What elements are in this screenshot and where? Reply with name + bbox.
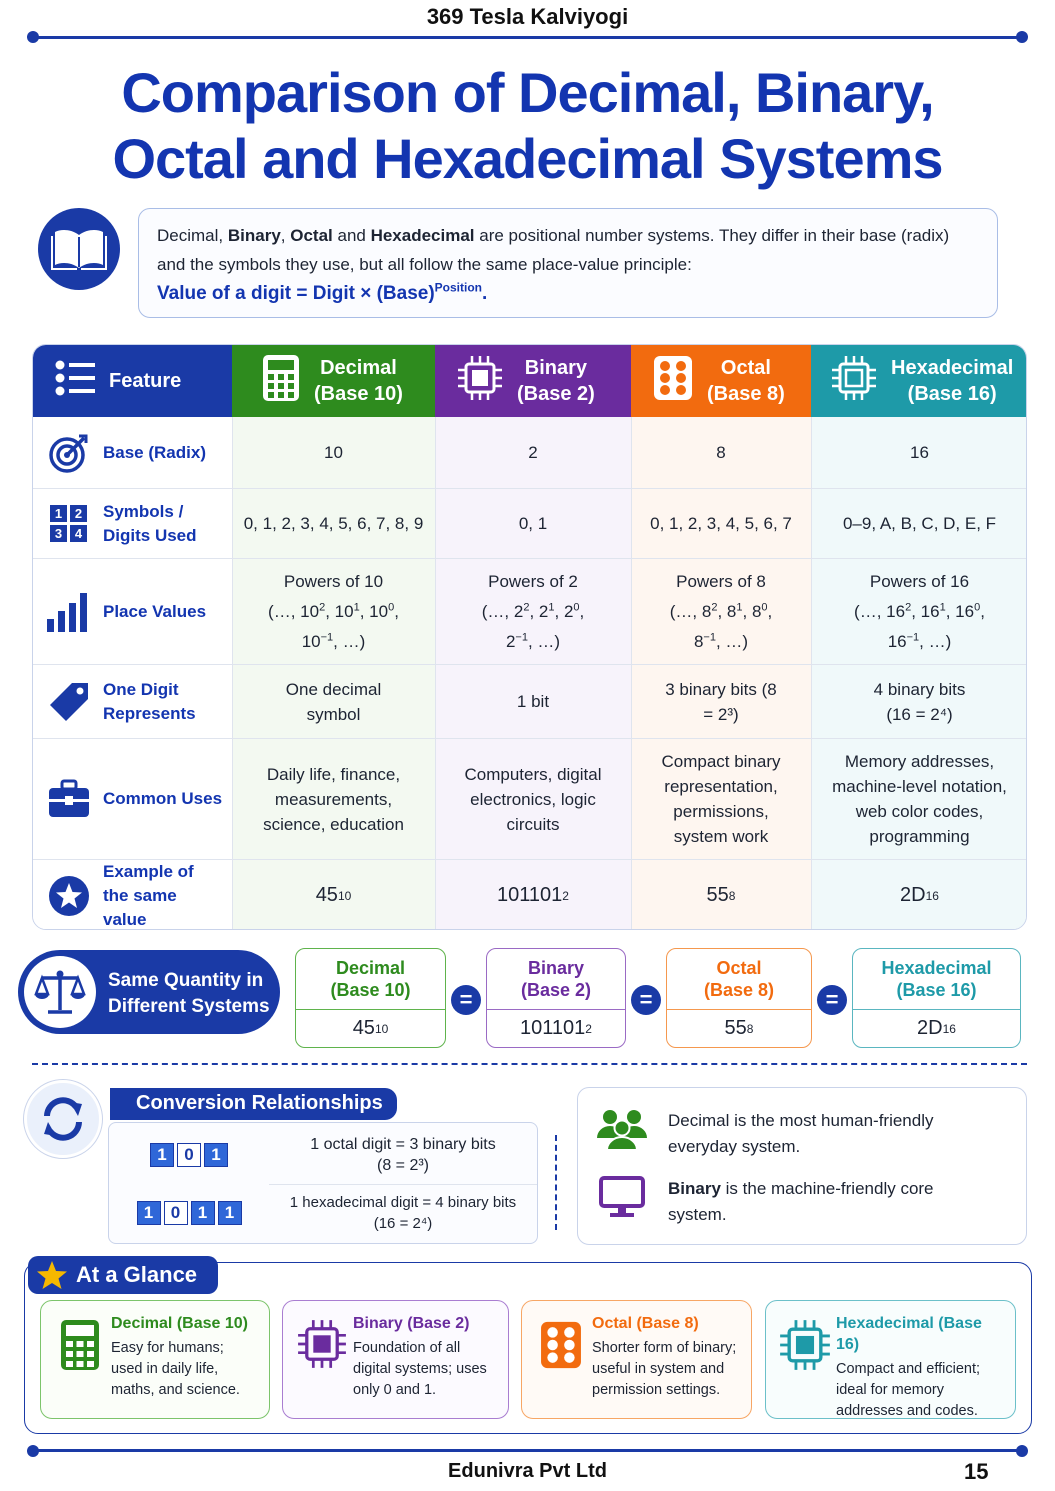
bit-blocks: 1 0 1 [109,1143,269,1167]
octal-one-digit: 3 binary bits (8 = 2³) [631,664,811,738]
intro-box [138,208,998,318]
equal-box-label: Decimal (Base 10) [330,958,411,1000]
monitor-icon [596,1176,648,1218]
column-divider [232,417,233,930]
conversion-title: Conversion Relationships [110,1088,397,1120]
octal-header [631,345,811,417]
hex-example: 2D 16 [811,859,1027,930]
title-line-1: Comparison of Decimal, Binary, [121,61,934,124]
octal-example: 55 8 [631,859,811,930]
glance-card-content: Octal (Base 8) Shorter form of binary; useful in system and permission settings. [592,1315,737,1398]
refresh-icon [24,1080,102,1158]
decimal-column [232,417,435,930]
hex-column [811,417,1027,930]
equal-box-octal [666,948,812,1048]
human-friendly-row: Decimal is the most human-friendly everyday system. [596,1108,988,1160]
binary-place-values: Powers of 2 (…, $2^2$, $2^1$, $2^0$, $2^{-1}$, …) [435,558,631,664]
hex-header-text: Hexadecimal (Base 16) [891,357,1014,405]
friendliness-box [577,1087,1027,1245]
star-icon [36,1260,68,1290]
processor-icon [774,1319,836,1371]
hex-header [811,345,1027,417]
dots-grid-icon [530,1319,592,1371]
glance-card-content: Decimal (Base 10) Easy for humans; used in daily life, maths, and science. [111,1315,248,1398]
header-rule [33,36,1021,39]
hex-place-values: Powers of 16 (…, $16^2$, $16^1$, $16^0$, $16^{-1}$, …) [811,558,1027,664]
decimal-header [232,345,435,417]
glance-card-hex [765,1300,1016,1419]
feature-base-radix: Base (Radix) [33,417,232,488]
column-divider [811,417,812,930]
scales-icon [24,956,96,1028]
place-value-formula: Value of a digit = Digit × (Base)$^{Position}$. [157,280,488,304]
hex-base: 16 [910,443,929,462]
briefcase-icon [45,779,93,819]
conversion-text: 1 hexadecimal digit = 4 binary bits (16 = 2⁴) [289,1194,517,1232]
hex-symbols: 0–9, A, B, C, D, E, F [811,488,1027,558]
section-divider [32,1063,1027,1065]
svg-text:2: 2 [74,505,83,521]
binary-example: 101101 2 [435,859,631,930]
page-title [0,60,1055,192]
binary-header [435,345,631,417]
target-icon [45,432,93,474]
equal-box-value: 2D 16 [853,1009,1020,1047]
decimal-header-text: Decimal (Base 10) [314,357,403,405]
vertical-divider [555,1135,557,1230]
processor-icon [831,355,877,408]
octal-base: 8 [716,443,726,462]
at-a-glance-title: At a Glance [28,1256,218,1294]
glance-card-octal [521,1300,752,1419]
footer-rule [33,1449,1021,1452]
decimal-example: 45 10 [232,859,435,930]
rule-dot-right [1016,31,1028,43]
feature-symbols: 1 2 3 4 Symbols / Digits Used [33,488,232,558]
footer-company: Edunivra Pvt Ltd [448,1460,607,1482]
octal-uses: Compact binary representation, permissions, system work [631,738,811,859]
column-divider [435,417,436,930]
hex-one-digit: 4 binary bits (16 = 2⁴) [811,664,1027,738]
title-line-2: Octal and Hexadecimal Systems [112,127,943,190]
glance-card-binary [282,1300,509,1419]
octal-symbols: 0, 1, 2, 3, 4, 5, 6, 7 [631,488,811,558]
hex-uses: Memory addresses, machine-level notation, web color codes, programming [811,738,1027,859]
equal-box-decimal [295,948,446,1048]
bar-chart-icon [45,591,93,633]
list-icon [55,359,95,404]
chip-icon [457,355,503,408]
equal-box-value: 101101 2 [487,1009,625,1047]
octal-place-values: Powers of 8 (…, $8^2$, $8^1$, $8^0$, $8^{-1}$, …) [631,558,811,664]
glance-card-content: Hexadecimal (Base 16) Compact and efficient; ideal for memory addresses and codes. [836,1315,982,1419]
decimal-one-digit: One decimal symbol [232,664,435,738]
equal-box-label: Binary (Base 2) [520,958,592,1000]
tag-icon [45,681,93,723]
svg-text:1: 1 [54,505,63,521]
conversion-text: 1 octal digit = 3 binary bits (8 = 2³) [310,1136,496,1174]
feature-header: Feature [33,345,232,417]
feature-common-uses: Common Uses [33,738,232,859]
calculator-icon [49,1319,111,1371]
binary-symbols: 0, 1 [435,488,631,558]
dots-grid-icon [653,355,693,408]
equal-box-value: 45 10 [296,1009,445,1047]
decimal-base: 10 [324,443,343,462]
svg-text:4: 4 [74,525,83,541]
binary-uses: Computers, digital electronics, logic circuits [435,738,631,859]
octal-header-text: Octal (Base 8) [707,357,785,405]
binary-column [435,417,631,930]
equal-box-binary [486,948,626,1048]
binary-base: 2 [528,443,538,462]
decimal-symbols: 0, 1, 2, 3, 4, 5, 6, 7, 8, 9 [232,488,435,558]
equal-box-label: Octal (Base 8) [703,958,775,1000]
glance-card-content: Binary (Base 2) Foundation of all digital systems; uses only 0 and 1. [353,1315,487,1398]
brand-header: 369 Tesla Kalviyogi [426,4,629,29]
decimal-uses: Daily life, finance, measurements, science, education [232,738,435,859]
comparison-table [32,344,1027,930]
feature-column [33,417,232,930]
column-divider [631,417,632,930]
svg-text:3: 3 [54,525,63,541]
page-number: 15 [964,1459,989,1484]
bit-blocks: 1 0 1 1 [109,1201,269,1225]
feature-place-values: Place Values [33,558,232,664]
same-quantity-banner: Same Quantity in Different Systems [18,950,280,1034]
book-icon [38,208,120,290]
chip-icon [291,1319,353,1369]
conversion-row-hex [109,1183,537,1243]
glance-card-decimal [40,1300,270,1419]
equal-box-label: Hexadecimal (Base 16) [881,958,992,1000]
number-blocks-icon [45,504,93,544]
rule-dot-right [1016,1445,1028,1457]
binary-header-text: Binary (Base 2) [517,357,595,405]
feature-example: Example of the same value [33,859,232,930]
octal-column [631,417,811,930]
equals-sign: = [451,985,481,1015]
intro-text: Decimal, Binary, Octal and Hexadecimal are positional number systems. They differ in their base (radix) and the symbols they use, but all follow the same place-value principle: [157,226,950,274]
equal-box-value: 55 8 [667,1009,811,1047]
conversion-box [108,1122,538,1244]
machine-friendly-row: Binary is the machine-friendly core system. [596,1176,988,1228]
feature-one-digit: One Digit Represents [33,664,232,738]
conversion-row-octal [109,1125,537,1185]
binary-one-digit: 1 bit [435,664,631,738]
decimal-place-values: Powers of 10 (…, $10^2$, $10^1$, $10^0$, $10^{-1}$, …) [232,558,435,664]
star-badge-icon [45,875,93,917]
people-icon [596,1108,648,1150]
equals-sign: = [817,985,847,1015]
equals-sign: = [631,985,661,1015]
equal-box-hex [852,948,1021,1048]
calculator-icon [262,354,300,409]
